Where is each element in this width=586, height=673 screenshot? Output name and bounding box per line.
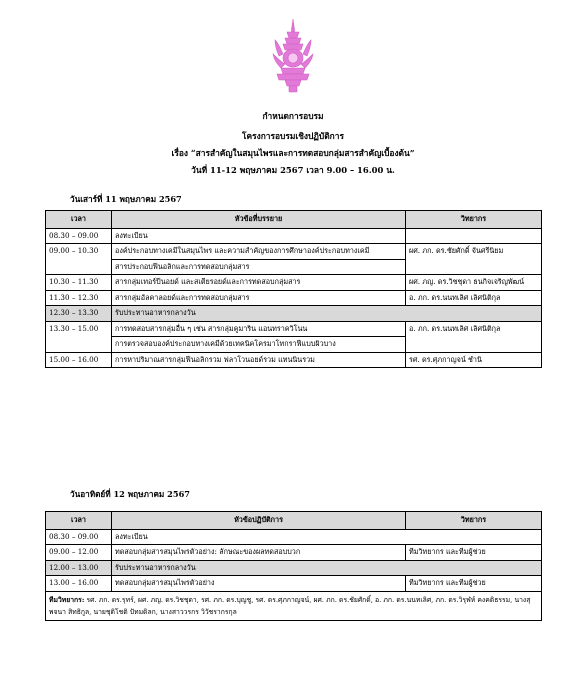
row-time: 10.30 – 11.30	[46, 275, 112, 291]
row-time: 08.30 – 09.00	[46, 529, 112, 545]
table-row	[46, 275, 542, 291]
row-time: 13.00 – 16.00	[46, 576, 112, 592]
table-header-row	[46, 211, 542, 229]
row-topic: ลงทะเบียน	[112, 228, 406, 244]
team-label: ทีมวิทยากร:	[49, 595, 85, 604]
project-name: โครงการอบรมเชิงปฏิบัติการ	[242, 131, 344, 141]
team-row	[46, 591, 542, 620]
col-header-speaker: วิทยากร	[406, 211, 542, 229]
row-topic: สารประกอบฟีนอลิกและการทดสอบกลุ่มสาร	[112, 259, 406, 275]
table-header-row	[46, 512, 542, 530]
table-row	[46, 529, 542, 545]
table-row	[46, 321, 542, 337]
date-time: วันที่ 11-12 พฤษภาคม 2567 เวลา 9.00 – 16.00 น.	[191, 165, 395, 175]
topic-title: เรื่อง “สารสำคัญในสมุนไพรและการทดสอบกลุ่มสารสำคัญเบื้องต้น”	[171, 148, 415, 158]
row-speaker: อ. ภก. ดร.นนทเลิศ เลิศนิติกุล	[406, 321, 542, 352]
row-topic: รับประทานอาหารกลางวัน	[112, 560, 542, 576]
team-members: รศ. ภก. ดร.รุทร์, ผศ. ภญ. ดร.วิชชุดา, รศ. ภก. ดร.บุญชู, รศ. ดร.ศุภกาญจน์, ผศ. ภก. ดร.ชัยศักดิ์, อ. ภก. ดร.นนทเลิศ, ภก. ดร.วิรุฬห์ คงคติธรรม, นางสุพจนา สิทธิกูล, นายชุติโชติ ปัทมดิลก, นางสาววรกร วิวัชรากรกุล	[49, 595, 531, 616]
table-row	[46, 576, 542, 592]
row-time: 11.30 – 12.30	[46, 290, 112, 306]
day1-title: วันเสาร์ที่ 11 พฤษภาคม 2567	[70, 194, 182, 204]
row-topic: การตรวจสอบองค์ประกอบทางเคมีด้วยเทคนิคโครมาโทกราฟีแบบผิวบาง	[112, 337, 406, 353]
col-header-time: เวลา	[46, 512, 112, 530]
row-topic: การทดสอบสารกลุ่มอื่น ๆ เช่น สารกลุ่มคูมาริน แอนทราควิโนน	[112, 321, 406, 337]
row-topic: องค์ประกอบทางเคมีในสมุนไพร และความสำคัญของการศึกษาองค์ประกอบทางเคมี	[112, 244, 406, 260]
table-row	[46, 352, 542, 368]
day1-schedule-table	[45, 210, 542, 368]
row-time: 09.00 – 10.30	[46, 244, 112, 275]
table-row-lunch	[46, 306, 542, 322]
row-speaker	[406, 228, 542, 244]
doc-title: กำหนดการอบรม	[262, 111, 324, 121]
day2-schedule-table	[45, 511, 542, 621]
table-row-lunch	[46, 560, 542, 576]
row-topic: สารกลุ่มเทอร์ปีนอยด์ และสเตียรอยด์และการทดสอบกลุ่มสาร	[112, 275, 406, 291]
row-topic: สารกลุ่มอัลคาลอยด์และการทดสอบกลุ่มสาร	[112, 290, 406, 306]
table-row	[46, 545, 542, 561]
row-speaker: ผศ. ภญ. ดร.วิชชุดา ธนกิจเจริญพัฒน์	[406, 275, 542, 291]
day2-title: วันอาทิตย์ที่ 12 พฤษภาคม 2567	[70, 489, 190, 499]
row-speaker: ผศ. ภก. ดร.ชัยศักดิ์ จันศรีนิยม	[406, 244, 542, 275]
col-header-time: เวลา	[46, 211, 112, 229]
row-time: 15.00 – 16.00	[46, 352, 112, 368]
row-time: 12.30 – 13.30	[46, 306, 112, 322]
col-header-topic: หัวข้อที่บรรยาย	[112, 211, 406, 229]
row-topic: ทดสอบกลุ่มสารสมุนไพรตัวอย่าง	[112, 576, 406, 592]
row-time: 08.30 – 09.00	[46, 228, 112, 244]
row-topic: รับประทานอาหารกลางวัน	[112, 306, 542, 322]
col-header-topic: หัวข้อปฏิบัติการ	[112, 512, 406, 530]
row-speaker: ทีมวิทยากร และทีมผู้ช่วย	[406, 576, 542, 592]
speaker-team-note	[46, 591, 542, 620]
university-emblem-icon	[271, 18, 315, 96]
row-topic: ทดสอบกลุ่มสารสมุนไพรตัวอย่าง: ลักษณะของผลทดสอบบวก	[112, 545, 406, 561]
row-time: 12.00 – 13.00	[46, 560, 112, 576]
table-row	[46, 244, 542, 260]
row-speaker: รศ. ดร.ศุภกาญจน์ ชำนิ	[406, 352, 542, 368]
table-row	[46, 290, 542, 306]
col-header-speaker: วิทยากร	[406, 512, 542, 530]
table-row	[46, 228, 542, 244]
row-speaker: อ. ภก. ดร.นนทเลิศ เลิศนิติกุล	[406, 290, 542, 306]
row-time: 09.00 – 12.00	[46, 545, 112, 561]
row-topic: การหาปริมาณสารกลุ่มฟีนอลิกรวม ฟลาโวนอยด์รวม แทนนินรวม	[112, 352, 406, 368]
row-speaker: ทีมวิทยากร และทีมผู้ช่วย	[406, 545, 542, 561]
row-time: 13.30 – 15.00	[46, 321, 112, 352]
row-topic: ลงทะเบียน	[112, 529, 542, 545]
